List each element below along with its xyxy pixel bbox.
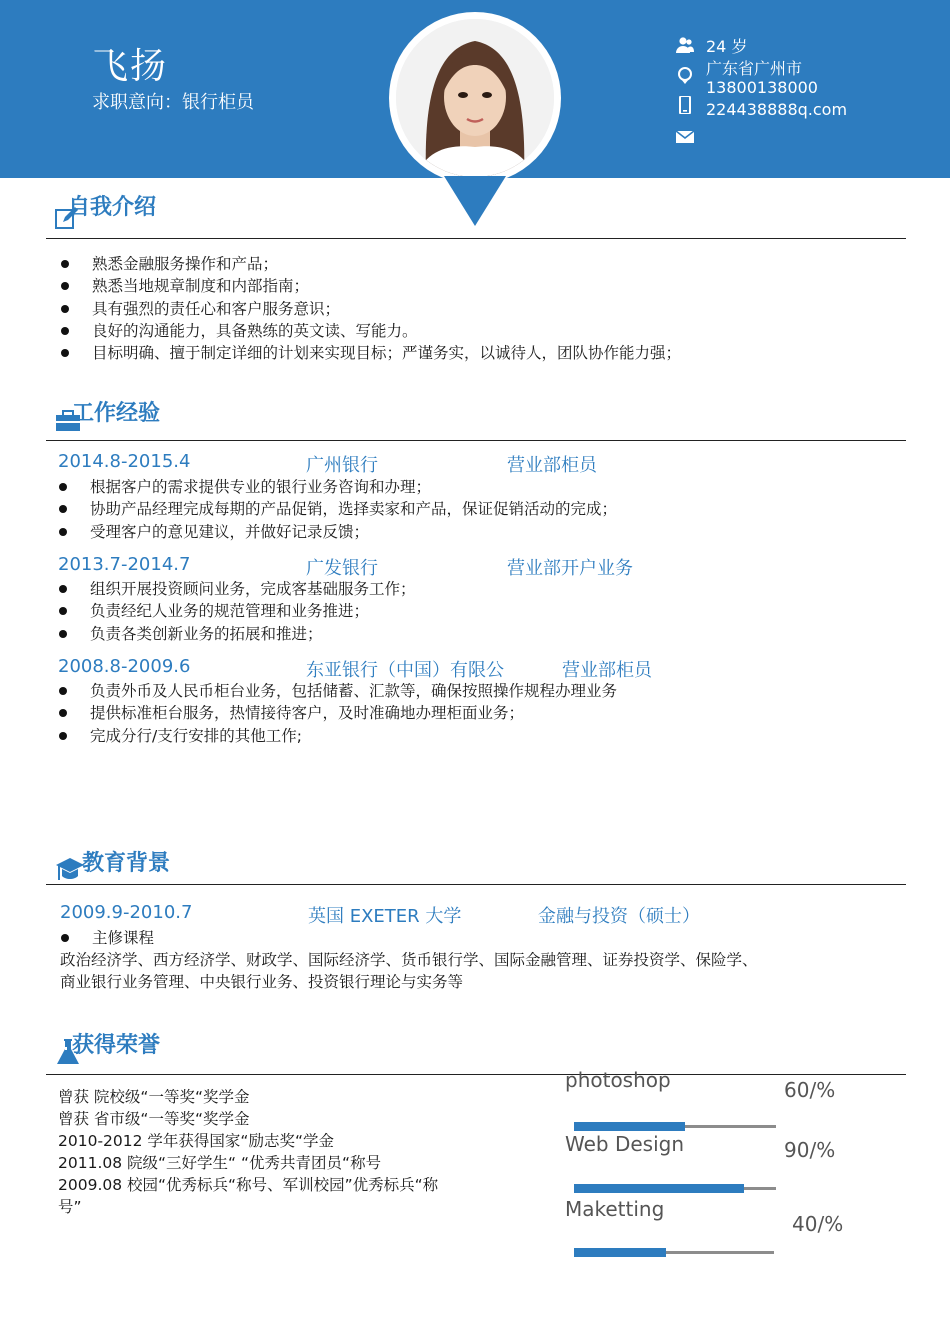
education-major: 金融与投资（硕士） <box>538 906 700 927</box>
list-item: 熟悉金融服务操作和产品； <box>58 253 681 275</box>
skill-bar-fill <box>574 1184 744 1193</box>
course-heading-list <box>58 927 154 949</box>
job-intent: 求职意向：银行柜员 <box>92 92 254 113</box>
skill-name: Maketting <box>565 1197 665 1221</box>
skill-percent: 90/% <box>784 1138 836 1162</box>
photo-pointer <box>444 176 506 226</box>
job-position: 营业部开户业务 <box>507 558 633 579</box>
list-item: 根据客户的需求提供专业的银行业务咨询和办理； <box>56 476 617 498</box>
list-item: 负责外币及人民币柜台业务，包括储蓄、汇款等，确保按照操作规程办理业务 <box>56 680 617 702</box>
email-icon <box>676 128 694 146</box>
job-period: 2013.7-2014.7 <box>58 554 191 575</box>
skill-bar-fill <box>574 1248 666 1257</box>
job-company: 东亚银行（中国）有限公 <box>306 660 504 681</box>
job-period: 2008.8-2009.6 <box>58 656 191 677</box>
list-item: 负责经纪人业务的规范管理和业务推进； <box>56 600 416 622</box>
courses-line: 政治经济学、西方经济学、财政学、国际经济学、货币银行学、国际金融管理、证券投资学、保险学、 <box>60 951 758 969</box>
section-title-honors: 获得荣誉 <box>72 1033 161 1058</box>
section-title-education: 教育背景 <box>82 851 171 876</box>
list-item: 良好的沟通能力，具备熟练的英文读、写能力。 <box>58 320 681 342</box>
list-item: 主修课程 <box>58 927 154 949</box>
skill-bar-track <box>574 1251 774 1254</box>
work-divider <box>46 440 906 441</box>
job-duties <box>56 476 617 543</box>
skill-bar-fill <box>574 1122 685 1131</box>
phone-text: 13800138000 <box>706 78 818 97</box>
job-company: 广发银行 <box>306 558 378 579</box>
section-title-work: 工作经验 <box>72 401 161 426</box>
education-divider <box>46 884 906 885</box>
location-icon <box>676 66 694 84</box>
profile-photo <box>396 19 554 177</box>
list-item: 完成分行/支行安排的其他工作; <box>56 725 617 747</box>
person-icon <box>676 36 694 54</box>
phone-icon <box>676 96 694 114</box>
skill-bar-track <box>574 1125 776 1128</box>
courses-line: 商业银行业务管理、中央银行业务、投资银行理论与实务等 <box>60 973 464 991</box>
list-item: 具有强烈的责任心和客户服务意识； <box>58 298 681 320</box>
age-text: 24 岁 <box>706 37 748 56</box>
intro-divider <box>46 238 906 239</box>
education-period: 2009.9-2010.7 <box>60 902 193 923</box>
job-period: 2014.8-2015.4 <box>58 451 191 472</box>
list-item: 组织开展投资顾问业务，完成客基础服务工作； <box>56 578 416 600</box>
job-duties <box>56 680 617 747</box>
skill-percent: 60/% <box>784 1078 836 1102</box>
list-item: 负责各类创新业务的拓展和推进； <box>56 623 416 645</box>
skill-bar-track <box>574 1187 776 1190</box>
honor-item: 曾获 院校级“一等奖“奖学金 <box>58 1088 250 1106</box>
list-item: 提供标准柜台服务，热情接待客户，及时准确地办理柜面业务； <box>56 702 617 724</box>
honor-item: 2011.08 院级“三好学生“ “优秀共青团员“称号 <box>58 1154 382 1172</box>
skill-name: photoshop <box>565 1068 671 1092</box>
skill-percent: 40/% <box>792 1212 844 1236</box>
honor-item: 2009.08 校园“优秀标兵“称号、军训校园”优秀标兵“称 <box>58 1176 439 1194</box>
location-text: 广东省广州市 <box>706 59 803 78</box>
email-text: 224438888q.com <box>706 100 848 119</box>
section-title-intro: 自我介绍 <box>68 195 157 220</box>
list-item: 熟悉当地规章制度和内部指南； <box>58 275 681 297</box>
education-school: 英国 EXETER 大学 <box>308 906 462 927</box>
job-company: 广州银行 <box>306 455 378 476</box>
list-item: 目标明确、擅于制定详细的计划来实现目标；严谨务实，以诚待人，团队协作能力强； <box>58 342 681 364</box>
job-duties <box>56 578 416 645</box>
job-position: 营业部柜员 <box>562 660 652 681</box>
candidate-name: 飞扬 <box>92 46 169 87</box>
skill-name: Web Design <box>565 1132 685 1156</box>
job-position: 营业部柜员 <box>507 455 597 476</box>
list-item: 协助产品经理完成每期的产品促销，选择卖家和产品，保证促销活动的完成； <box>56 498 617 520</box>
intro-list <box>58 253 681 364</box>
honor-item: 号” <box>58 1198 82 1216</box>
honor-item: 曾获 省市级“一等奖“奖学金 <box>58 1110 250 1128</box>
list-item: 受理客户的意见建议，并做好记录反馈； <box>56 521 617 543</box>
honors-divider <box>46 1074 906 1075</box>
honor-item: 2010-2012 学年获得国家“励志奖“学金 <box>58 1132 334 1150</box>
